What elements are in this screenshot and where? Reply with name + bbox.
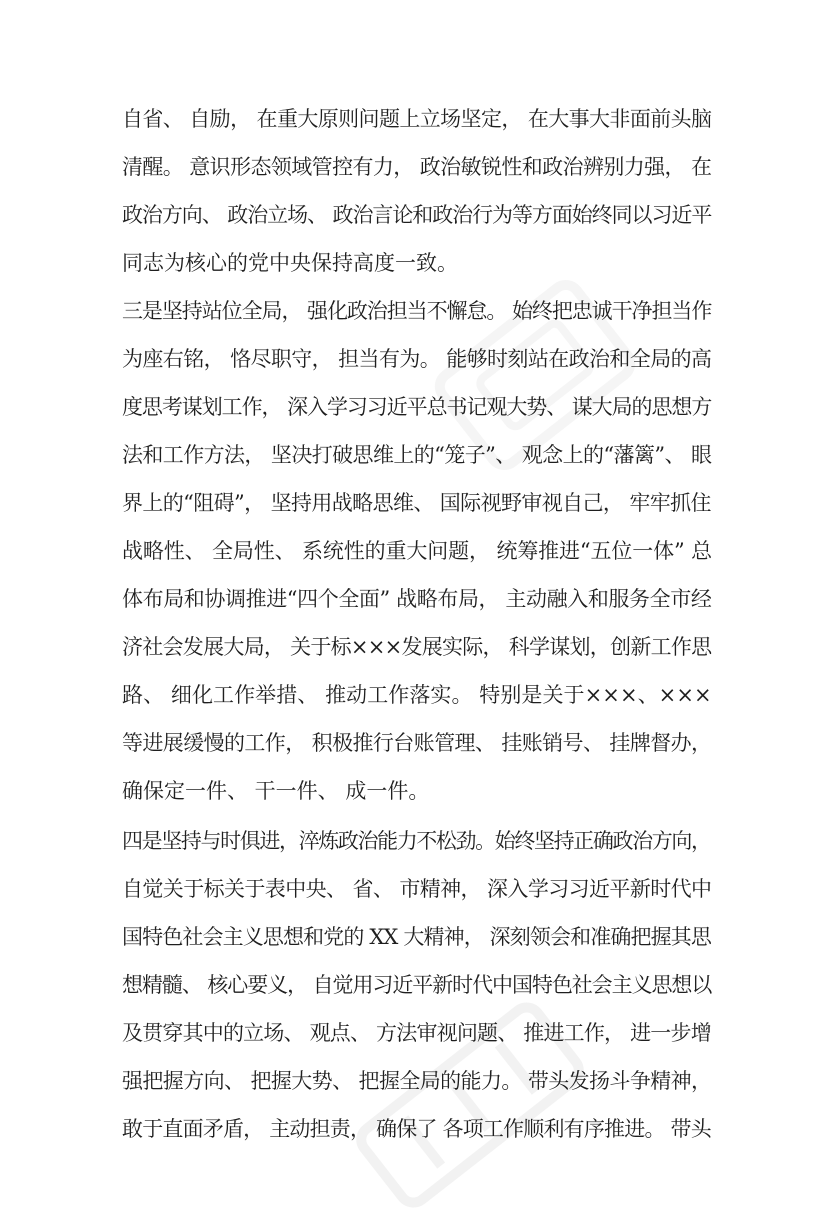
text-line: 体布局和协调推进“四个全面” 战略布局， 主动融入和服务全市经 xyxy=(122,587,712,611)
text-line: 国特色社会主义思想和党的 XX 大精神， 深刻领会和准确把握其思 xyxy=(122,925,712,949)
text-line: 为座右铭， 恪尽职守， 担当有为。 能够时刻站在政治和全局的高 xyxy=(122,347,712,371)
text-line: 路、 细化工作举措、 推动工作落实。 特别是关于×××、××× xyxy=(122,683,712,707)
text-line: 政治方向、 政治立场、 政治言论和政治行为等方面始终同以习近平 xyxy=(122,203,712,227)
text-line: 三是坚持站位全局， 强化政治担当不懈怠。 始终把忠诚干净担当作 xyxy=(122,299,712,323)
text-line: 想精髓、 核心要义， 自觉用习近平新时代中国特色社会主义思想以 xyxy=(122,973,712,997)
text-line: 自觉关于标关于表中央、 省、 市精神， 深入学习习近平新时代中 xyxy=(122,877,712,901)
text-line: 等进展缓慢的工作， 积极推行台账管理、 挂账销号、 挂牌督办， xyxy=(122,731,712,755)
text-line: 度思考谋划工作， 深入学习习近平总书记观大势、 谋大局的思想方 xyxy=(122,395,712,419)
text-line: 同志为核心的党中央保持高度一致。 xyxy=(122,251,458,275)
text-line: 及贯穿其中的立场、 观点、 方法审视问题、 推进工作， 进一步增 xyxy=(122,1021,711,1045)
text-line: 敢于直面矛盾， 主动担责， 确保了 各项工作顺利有序推进。 带头 xyxy=(122,1117,711,1141)
text-line: 济社会发展大局， 关于标×××发展实际， 科学谋划，创新工作思 xyxy=(122,635,712,659)
text-line: 清醒。 意识形态领域管控有力， 政治敏锐性和政治辨别力强， 在 xyxy=(122,155,712,179)
text-line: 强把握方向、 把握大势、 把握全局的能力。 带头发扬斗争精神， xyxy=(122,1069,712,1093)
text-line: 自省、 自励， 在重大原则问题上立场坚定， 在大事大非面前头脑 xyxy=(122,107,712,131)
text-line: 四是坚持与时俱进，淬炼政治能力不松劲。始终坚持正确政治方向， xyxy=(122,829,711,853)
text-line: 确保定一件、 干一件、 成一件。 xyxy=(122,779,430,803)
text-line: 界上的“阻碍”， 坚持用战略思维、 国际视野审视自己， 牢牢抓住 xyxy=(122,491,711,515)
text-line: 法和工作方法， 坚决打破思维上的“笼子”、 观念上的“藩篱”、 眼 xyxy=(122,443,712,467)
text-line: 战略性、 全局性、 系统性的重大问题， 统筹推进“五位一体” 总 xyxy=(122,539,713,563)
